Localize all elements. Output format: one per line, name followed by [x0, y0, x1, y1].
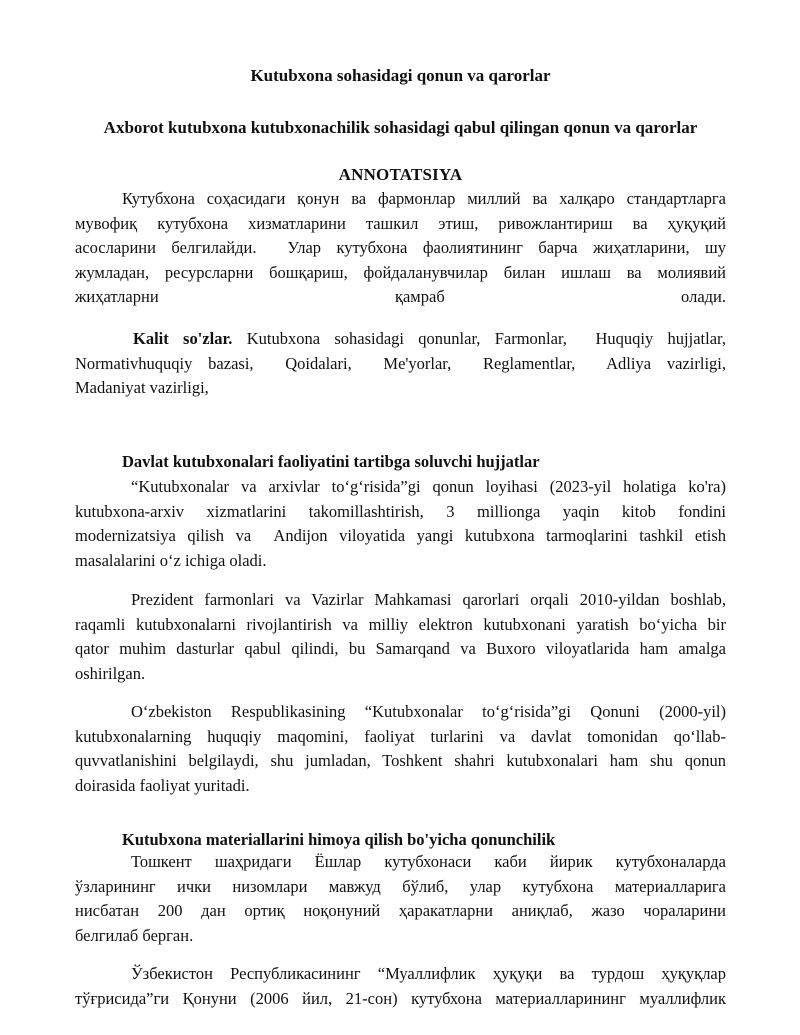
text-line: kutubxona-arxiv xizmatlarini takomillashtirish, 3 millionga yaqin kitob fondini: [75, 501, 726, 521]
text-line: quvvatlanishini belgilaydi, shu jumladan, Toshkent shahri kutubxonalari ham shu qonun: [75, 751, 726, 770]
annotation-paragraph: [75, 187, 726, 310]
text-line: мувофиқ кутубхона хизматларини ташкил этиш, ривожлантириш ва ҳуқуқий: [75, 213, 726, 233]
text-line: жиҳатларни қамраб олади.: [75, 287, 726, 306]
text-line: “Kutubxonalar va arxivlar to‘g‘risida”gi qonun loyihasi (2023-yil holatiga ko'ra): [131, 477, 726, 496]
text-line: doirasida faoliyat yuritadi.: [75, 775, 250, 795]
text-line: kutubxonalarning huquqiy maqomini, faoliyat turlarini va davlat tomonidan qo‘llab-: [75, 726, 726, 746]
section1-paragraph-2: [75, 588, 726, 686]
text-line: O‘zbekiston Respublikasining “Kutubxonalar to‘g‘risida”gi Qonuni (2000-yil): [131, 702, 726, 721]
keywords-label: Kalit so'zlar.: [133, 329, 233, 348]
text-line: modernizatsiya qilish va Andijon viloyatida yangi kutubxona tarmoqlarini tashkil etish: [75, 526, 726, 545]
section-heading: Kutubxona materiallarini himoya qilish bo'yicha qonunchilik: [122, 830, 556, 849]
section1-paragraph-1: [75, 475, 726, 573]
text-line: тўғрисида”ги Қонуни (2006 йил, 21-сон) кутубхона материалларининг муаллифлик: [75, 988, 726, 1008]
text-line: raqamli kutubxonalarni rivojlantirish va milliy elektron kutubxonani yaratish bo‘yicha bir: [75, 614, 726, 634]
section2-paragraph-2: [75, 962, 726, 1011]
keywords-text: Kutubxona sohasidagi qonunlar, Farmonlar, Huquqiy hujjatlar,: [246, 329, 726, 348]
section2-paragraph-1: [75, 850, 726, 948]
text-line: белгилаб берган.: [75, 925, 194, 945]
text-line: асосларини белгилайди. Улар кутубхона фаолиятининг барча жиҳатларини, шу: [75, 238, 726, 257]
annotation-heading: ANNOTATSIYA: [338, 165, 463, 184]
text-line: ўзларининг ички низомлари мавжуд бўлиб, улар кутубхона материалларига: [75, 876, 726, 896]
text-line: Кутубхона соҳасидаги қонун ва фармонлар миллий ва халқаро стандартларга: [122, 189, 726, 208]
text-line: Madaniyat vazirligi,: [75, 378, 209, 397]
text-line: [75, 327, 726, 352]
text-line: жумладан, ресурсларни бошқариш, фойдаланувчилар билан ишлаш ва молиявий: [75, 262, 726, 282]
text-line: oshirilgan.: [75, 663, 146, 683]
text-line: нисбатан 200 дан ортиқ ноқонуний ҳаракатларни аниқлаб, жазо чораларини: [75, 901, 726, 920]
text-line: qator muhim dasturlar qabul qilindi, bu Samarqand va Buxoro viloyatlarida ham amalga: [75, 639, 726, 658]
text-line: Ўзбекистон Республикасининг “Муаллифлик ҳуқуқи ва турдош ҳуқуқлар: [131, 964, 726, 983]
document-title: Kutubxona sohasidagi qonun va qarorlar: [250, 66, 551, 85]
section1-paragraph-3: [75, 700, 726, 798]
keywords-paragraph: [75, 327, 726, 401]
document-subtitle: Axborot kutubxona kutubxonachilik sohasidagi qabul qilingan qonun va qarorlar: [103, 118, 698, 137]
text-line: Тошкент шаҳридаги Ёшлар кутубхонаси каби йирик кутубхоналарда: [131, 852, 726, 871]
text-line: Normativhuquqiy bazasi, Qoidalari, Me'yorlar, Reglamentlar, Adliya vazirligi,: [75, 353, 726, 373]
text-line: masalalarini o‘z ichiga oladi.: [75, 550, 267, 570]
section-heading: Davlat kutubxonalari faoliyatini tartibga soluvchi hujjatlar: [122, 452, 540, 471]
text-line: Prezident farmonlari va Vazirlar Mahkamasi qarorlari orqali 2010-yildan boshlab,: [131, 590, 726, 609]
